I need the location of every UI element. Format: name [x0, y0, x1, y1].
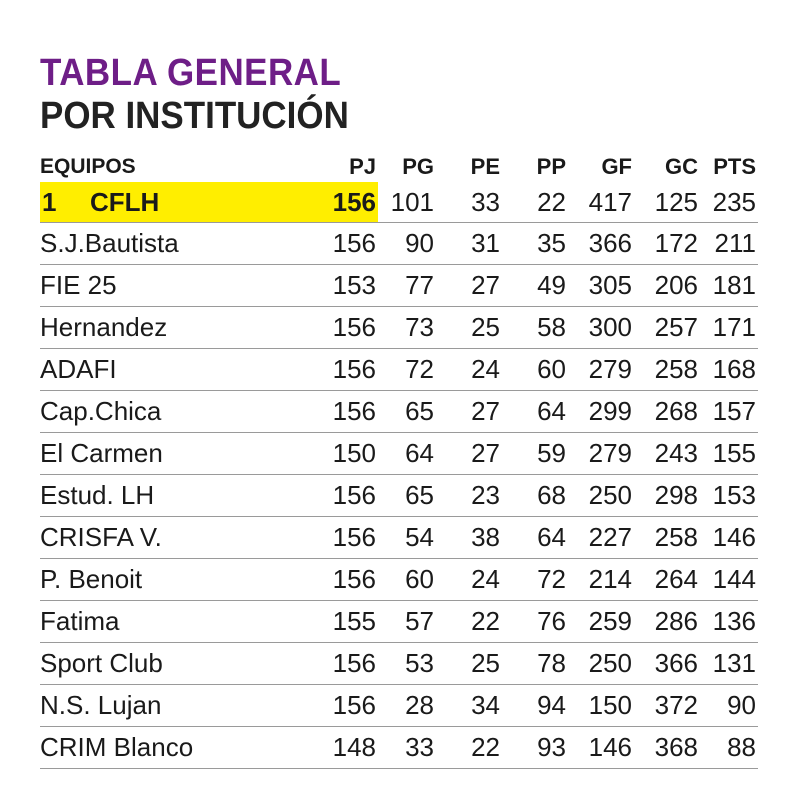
pe-cell: 27: [436, 265, 502, 307]
pj-cell: 153: [322, 265, 378, 307]
pj-cell: 156: [322, 559, 378, 601]
pj-cell: 156: [322, 391, 378, 433]
pts-cell: 168: [700, 349, 758, 391]
pg-cell: 65: [378, 391, 436, 433]
gf-cell: 214: [568, 559, 634, 601]
pg-cell: 57: [378, 601, 436, 643]
column-header-pg: PG: [402, 154, 434, 179]
pp-cell: 64: [502, 391, 568, 433]
gc-cell: 125: [634, 182, 700, 223]
pg-cell: 72: [378, 349, 436, 391]
team-name: Estud. LH: [40, 475, 322, 517]
pp-cell: 94: [502, 685, 568, 727]
gc-cell: 206: [634, 265, 700, 307]
team-name: P. Benoit: [40, 559, 322, 601]
gf-cell: 279: [568, 433, 634, 475]
column-header-pj: PJ: [349, 154, 376, 179]
table-row: [40, 727, 758, 769]
gc-cell: 298: [634, 475, 700, 517]
column-header-gc: GC: [665, 154, 698, 179]
table-row: [40, 601, 758, 643]
pts-cell: 155: [700, 433, 758, 475]
pj-cell: 156: [322, 182, 378, 223]
pg-cell: 101: [378, 182, 436, 223]
team-name: N.S. Lujan: [40, 685, 322, 727]
gc-cell: 368: [634, 727, 700, 769]
pp-cell: 76: [502, 601, 568, 643]
pts-cell: 181: [700, 265, 758, 307]
pts-cell: 131: [700, 643, 758, 685]
team-name: CRIM Blanco: [40, 727, 322, 769]
gf-cell: 227: [568, 517, 634, 559]
table-row: [40, 265, 758, 307]
pts-cell: 171: [700, 307, 758, 349]
pe-cell: 22: [436, 601, 502, 643]
pg-cell: 64: [378, 433, 436, 475]
pts-cell: 146: [700, 517, 758, 559]
pe-cell: 27: [436, 433, 502, 475]
pe-cell: 24: [436, 559, 502, 601]
gc-cell: 257: [634, 307, 700, 349]
page-title: TABLA GENERAL: [40, 52, 342, 94]
gf-cell: 150: [568, 685, 634, 727]
gc-cell: 372: [634, 685, 700, 727]
gf-cell: 366: [568, 223, 634, 265]
pj-cell: 156: [322, 475, 378, 517]
pp-cell: 58: [502, 307, 568, 349]
pj-cell: 148: [322, 727, 378, 769]
gf-cell: 259: [568, 601, 634, 643]
pe-cell: 25: [436, 643, 502, 685]
pp-cell: 78: [502, 643, 568, 685]
pg-cell: 54: [378, 517, 436, 559]
table-row: [40, 475, 758, 517]
pp-cell: 72: [502, 559, 568, 601]
pe-cell: 38: [436, 517, 502, 559]
gf-cell: 250: [568, 475, 634, 517]
pp-cell: 35: [502, 223, 568, 265]
column-header-gf: GF: [601, 154, 632, 179]
gc-cell: 286: [634, 601, 700, 643]
gc-cell: 258: [634, 517, 700, 559]
table-row: [40, 223, 758, 265]
pg-cell: 53: [378, 643, 436, 685]
pe-cell: 33: [436, 182, 502, 223]
pts-cell: 235: [700, 182, 758, 223]
table-row: [40, 307, 758, 349]
leader-row: [40, 182, 758, 223]
gc-cell: 366: [634, 643, 700, 685]
gf-cell: 146: [568, 727, 634, 769]
gc-cell: 264: [634, 559, 700, 601]
gf-cell: 250: [568, 643, 634, 685]
table-row: [40, 517, 758, 559]
pp-cell: 68: [502, 475, 568, 517]
table-row: [40, 559, 758, 601]
pe-cell: 23: [436, 475, 502, 517]
pts-cell: 144: [700, 559, 758, 601]
column-header-pe: PE: [470, 154, 500, 179]
pts-cell: 211: [700, 223, 758, 265]
pj-cell: 150: [322, 433, 378, 475]
pj-cell: 156: [322, 349, 378, 391]
pts-cell: 136: [700, 601, 758, 643]
pe-cell: 34: [436, 685, 502, 727]
pg-cell: 90: [378, 223, 436, 265]
gc-cell: 172: [634, 223, 700, 265]
pp-cell: 60: [502, 349, 568, 391]
pg-cell: 77: [378, 265, 436, 307]
team-cell: [40, 182, 322, 223]
team-name: FIE 25: [40, 265, 322, 307]
pp-cell: 64: [502, 517, 568, 559]
pg-cell: 60: [378, 559, 436, 601]
pts-cell: 157: [700, 391, 758, 433]
gf-cell: 305: [568, 265, 634, 307]
standings-table: [40, 152, 758, 769]
column-header-pp: PP: [536, 154, 566, 179]
pg-cell: 65: [378, 475, 436, 517]
team-name: CFLH: [90, 186, 160, 217]
team-name: ADAFI: [40, 349, 322, 391]
pg-cell: 73: [378, 307, 436, 349]
column-header-equipos: EQUIPOS: [40, 155, 136, 178]
pe-cell: 31: [436, 223, 502, 265]
pp-cell: 22: [502, 182, 568, 223]
standings-panel: [40, 52, 758, 769]
team-name: Sport Club: [40, 643, 322, 685]
table-row: [40, 685, 758, 727]
pp-cell: 59: [502, 433, 568, 475]
pj-cell: 156: [322, 643, 378, 685]
pg-cell: 28: [378, 685, 436, 727]
pe-cell: 27: [436, 391, 502, 433]
table-row: [40, 391, 758, 433]
gc-cell: 243: [634, 433, 700, 475]
pj-cell: 156: [322, 307, 378, 349]
table-row: [40, 643, 758, 685]
team-name: Fatima: [40, 601, 322, 643]
pts-cell: 88: [700, 727, 758, 769]
pe-cell: 25: [436, 307, 502, 349]
gf-cell: 279: [568, 349, 634, 391]
page-subtitle: POR INSTITUCIÓN: [40, 95, 349, 137]
pe-cell: 22: [436, 727, 502, 769]
pp-cell: 93: [502, 727, 568, 769]
pj-cell: 156: [322, 685, 378, 727]
column-header-pts: PTS: [713, 154, 756, 179]
gc-cell: 258: [634, 349, 700, 391]
pe-cell: 24: [436, 349, 502, 391]
team-name: Cap.Chica: [40, 391, 322, 433]
team-name: El Carmen: [40, 433, 322, 475]
pg-cell: 33: [378, 727, 436, 769]
gf-cell: 299: [568, 391, 634, 433]
team-name: S.J.Bautista: [40, 223, 322, 265]
pts-cell: 90: [700, 685, 758, 727]
gf-cell: 300: [568, 307, 634, 349]
pp-cell: 49: [502, 265, 568, 307]
team-name: Hernandez: [40, 307, 322, 349]
pj-cell: 156: [322, 223, 378, 265]
rank-number: 1: [42, 186, 57, 217]
team-name: CRISFA V.: [40, 517, 322, 559]
pj-cell: 156: [322, 517, 378, 559]
gc-cell: 268: [634, 391, 700, 433]
table-header-row: [40, 152, 758, 182]
pts-cell: 153: [700, 475, 758, 517]
gf-cell: 417: [568, 182, 634, 223]
table-row: [40, 349, 758, 391]
pj-cell: 155: [322, 601, 378, 643]
table-row: [40, 433, 758, 475]
